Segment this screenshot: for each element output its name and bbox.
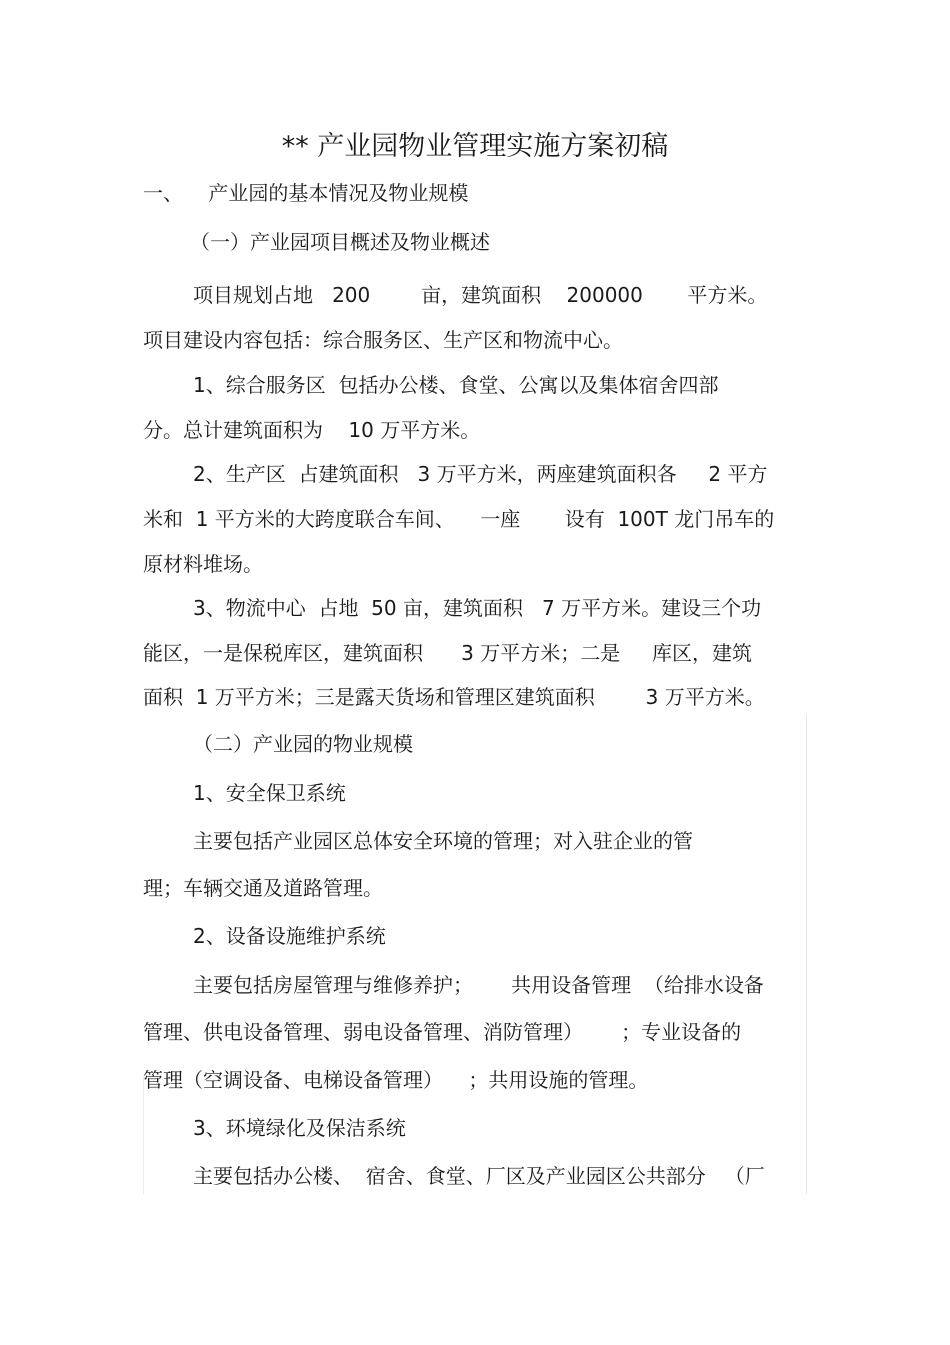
paragraph-line: 管理（空调设备、电梯设备管理） ；共用设施的管理。 <box>143 1068 649 1092</box>
list-heading: 2、设备设施维护系统 <box>193 924 386 948</box>
paragraph-line: 2、生产区 占建筑面积 3 万平方米，两座建筑面积各 2 平方 <box>193 462 768 486</box>
document-title: ** 产业园物业管理实施方案初稿 <box>281 131 669 162</box>
paragraph-line: 分。总计建筑面积为 10 万平方米。 <box>143 418 481 442</box>
paragraph-line: 米和 1 平方米的大跨度联合车间、 一座 设有 100T 龙门吊车的 <box>143 507 775 531</box>
section-heading-1: 一、 产业园的基本情况及物业规模 <box>143 181 469 205</box>
subsection-heading-1: （一）产业园项目概述及物业概述 <box>190 230 490 254</box>
paragraph-line: 项目规划占地 200 亩，建筑面积 200000 平方米。 <box>193 283 768 307</box>
paragraph-line: 1、综合服务区 包括办公楼、食堂、公寓以及集体宿舍四部 <box>193 373 719 397</box>
subsection-heading-2: （二）产业园的物业规模 <box>193 732 413 756</box>
paragraph-line: 原材料堆场。 <box>143 552 263 576</box>
page-frame-right-edge <box>806 714 807 1194</box>
paragraph-line: 管理、供电设备管理、弱电设备管理、消防管理） ；专业设备的 <box>143 1020 742 1044</box>
paragraph-line: 面积 1 万平方米；三是露天货场和管理区建筑面积 3 万平方米。 <box>143 685 765 709</box>
paragraph-line: 3、物流中心 占地 50 亩，建筑面积 7 万平方米。建设三个功 <box>193 596 762 620</box>
page-frame-left-edge <box>143 1076 144 1194</box>
paragraph-line: 能区，一是保税库区，建筑面积 3 万平方米；二是 库区，建筑 <box>143 641 753 665</box>
paragraph-line: 理；车辆交通及道路管理。 <box>143 876 383 900</box>
paragraph-line: 主要包括产业园区总体安全环境的管理；对入驻企业的管 <box>193 829 693 853</box>
paragraph-line: 项目建设内容包括：综合服务区、生产区和物流中心。 <box>143 328 623 352</box>
list-heading: 1、安全保卫系统 <box>193 781 346 805</box>
paragraph-line: 主要包括办公楼、 宿舍、食堂、厂区及产业园区公共部分 （厂 <box>193 1164 765 1188</box>
paragraph-line: 主要包括房屋管理与维修养护； 共用设备管理 （给排水设备 <box>193 973 764 997</box>
list-heading: 3、环境绿化及保洁系统 <box>193 1116 406 1140</box>
